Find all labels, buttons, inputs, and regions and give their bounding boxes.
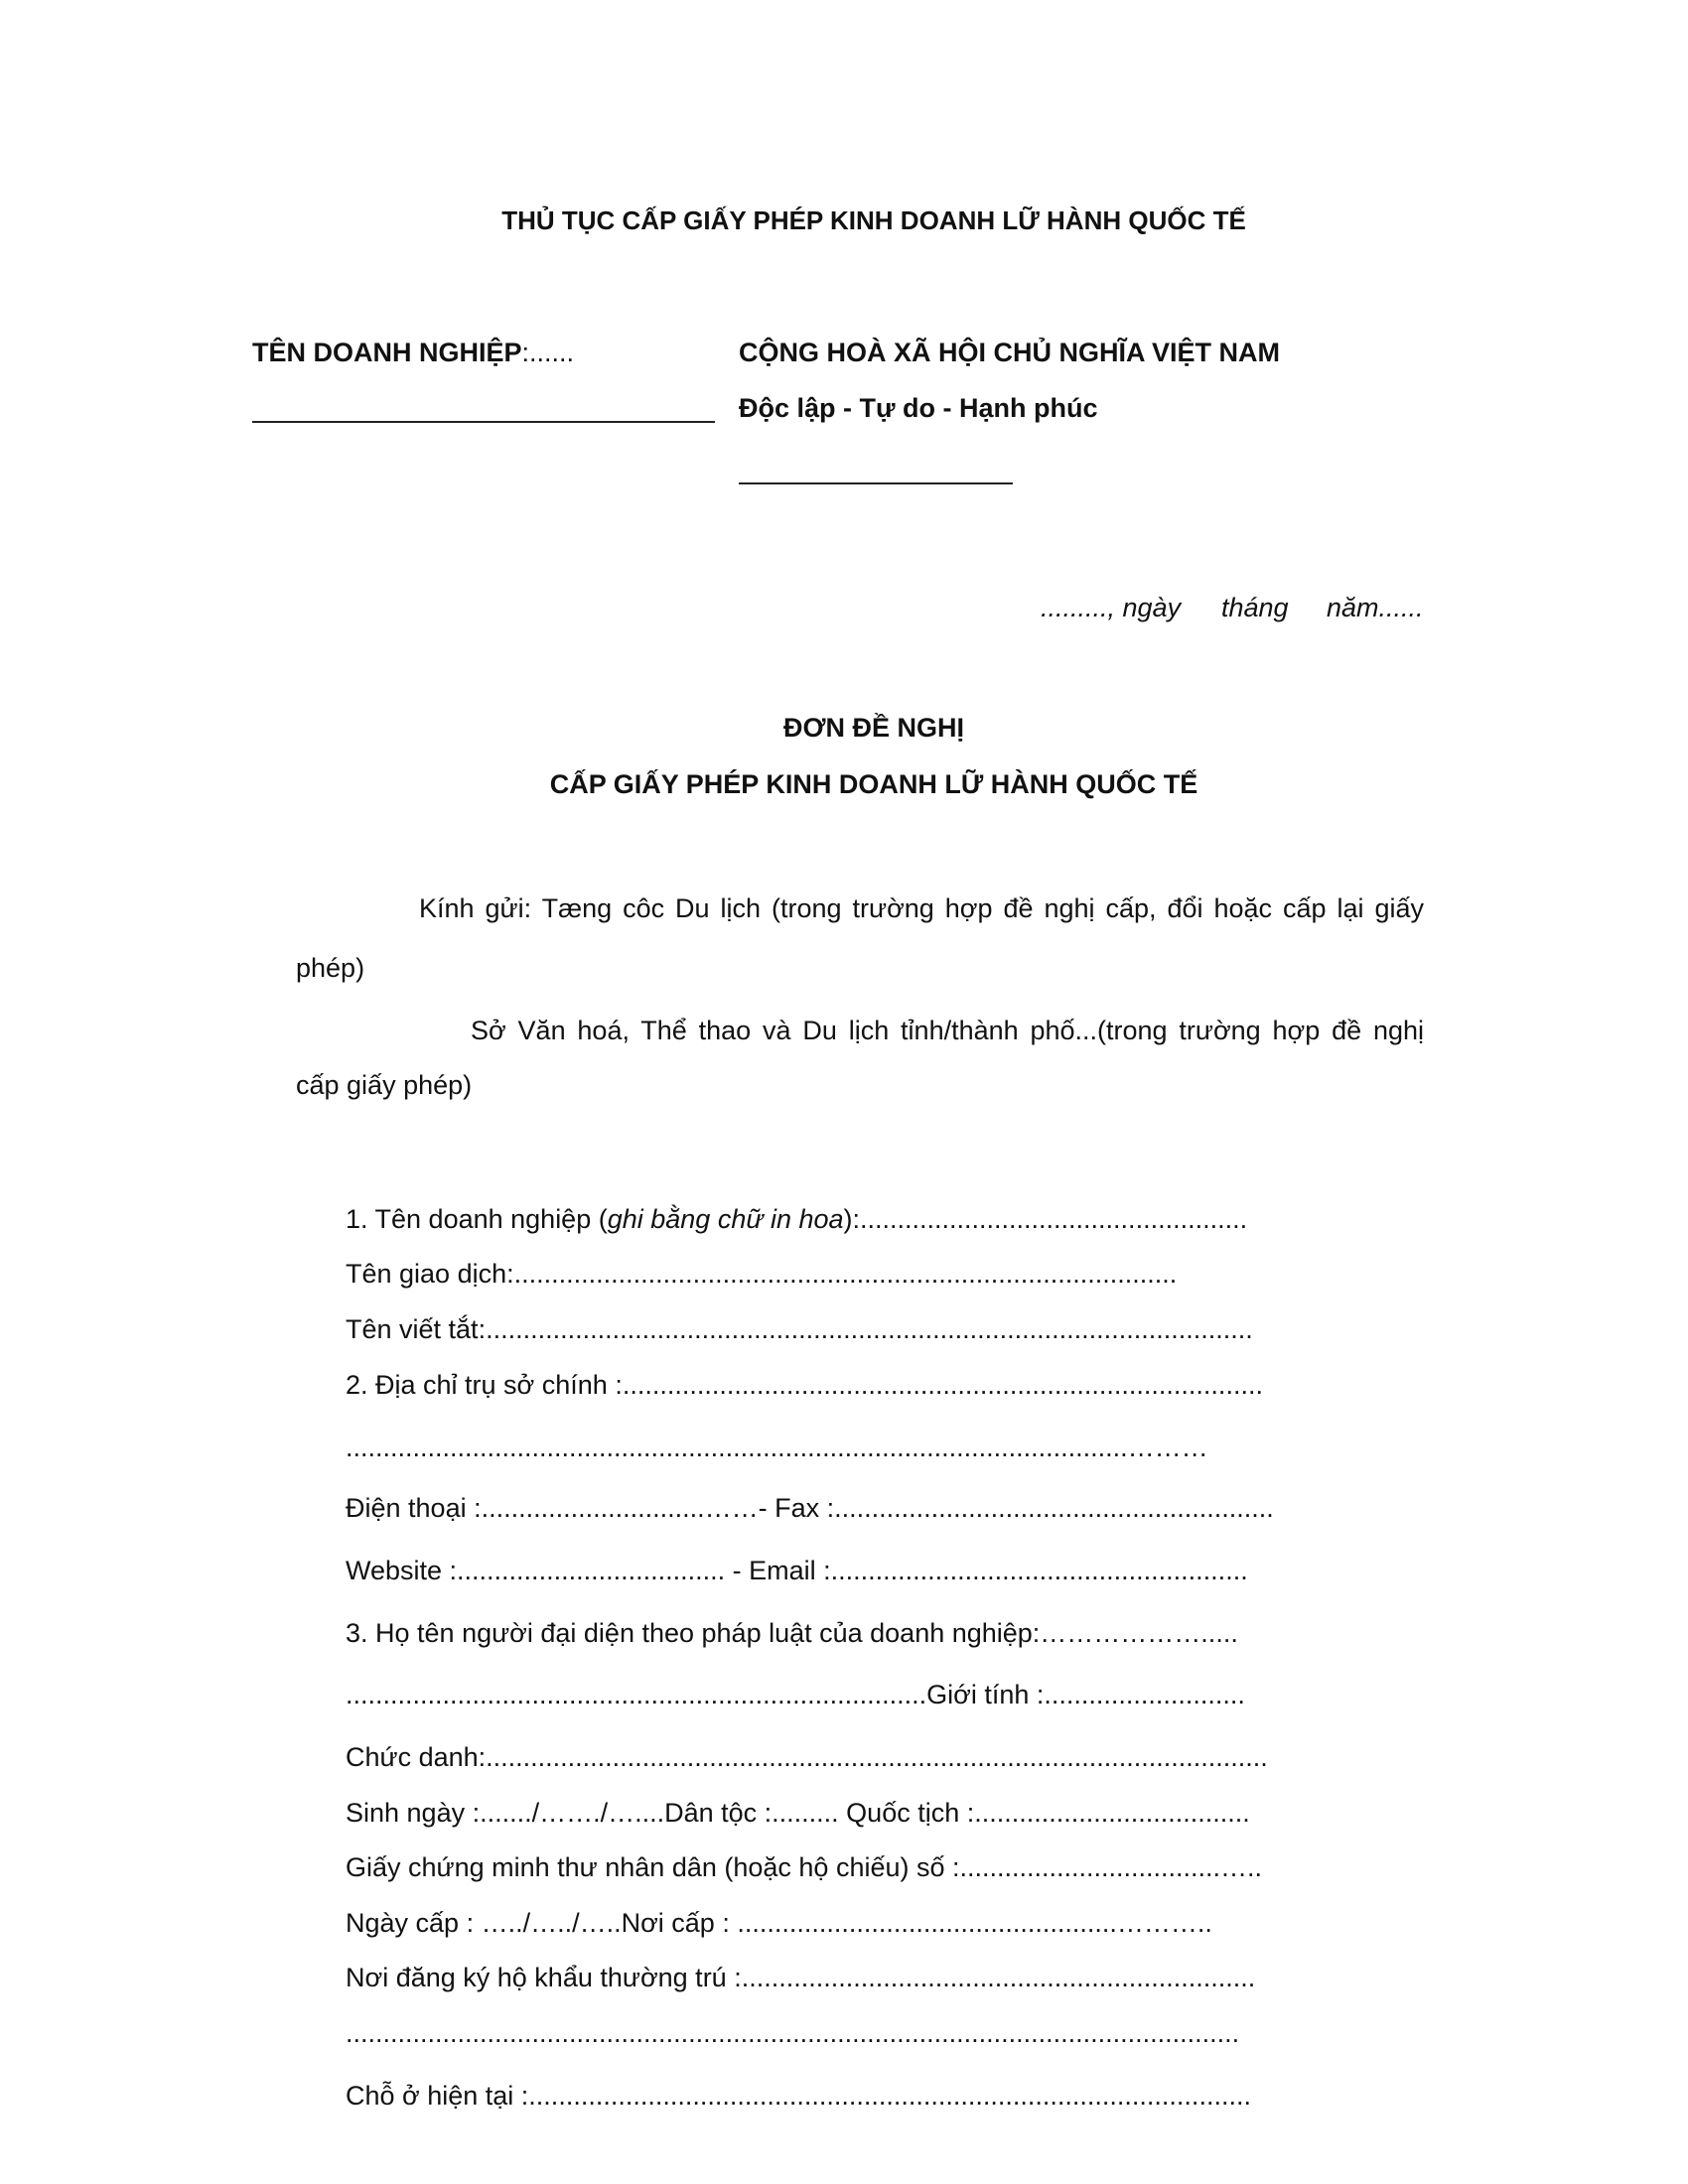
field-website-email: Website :.................................... - Email :........................................................ <box>346 1556 1248 1585</box>
field-position: Chức danh:......................................................................................................... <box>346 1742 1268 1772</box>
form-title-line1: ĐƠN ĐỀ NGHỊ <box>782 713 965 743</box>
recipient-line2-cont: cấp giấy phép) <box>296 1070 473 1100</box>
recipient-line1-cont: phép) <box>296 953 365 983</box>
date-year: năm...... <box>1327 593 1424 622</box>
field-company-name-prefix: 1. Tên doanh nghiệp ( <box>346 1204 608 1234</box>
motto-underline <box>739 482 1013 484</box>
field-birth-ethnicity-nationality: Sinh ngày :......./……./…....Dân tộc :......... Quốc tịch :..................................... <box>346 1798 1250 1828</box>
recipient-line2: Sở Văn hoá, Thể thao và Du lịch tỉnh/thành phố...(trong trường hợp đề nghị <box>471 1016 1424 1045</box>
document-title: THỦ TỤC CẤP GIẤY PHÉP KINH DOANH LỮ HÀNH QUỐC TẾ <box>501 205 1246 235</box>
field-phone-fax: Điện thoại :..............................……- Fax :........................................................... <box>346 1493 1274 1523</box>
field-issue-date-place: Ngày cấp : …../…../…..Nơi cấp : ...................................................……….. <box>346 1908 1212 1938</box>
field-short-name: Tên viết tắt:....................................................................................................... <box>346 1314 1253 1344</box>
field-permanent-residence: Nơi đăng ký hộ khẩu thường trú :..................................................................... <box>346 1963 1256 1992</box>
field-rep-gender: ..............................................................................Giới tính :........................... <box>346 1680 1245 1709</box>
field-head-office: 2. Địa chỉ trụ sở chính :...................................................................................... <box>346 1370 1263 1400</box>
field-current-residence: Chỗ ở hiện tại :................................................................................................. <box>346 2081 1251 2111</box>
republic-title: CỘNG HOÀ XÃ HỘI CHỦ NGHĨA VIỆT NAM <box>739 338 1281 367</box>
recipient-line1: Kính gửi: Tæng côc Du lịch (trong trường hợp đề nghị cấp, đổi hoặc cấp lại giấy <box>419 893 1424 923</box>
date-place-day: ........., ngày <box>1041 593 1182 622</box>
company-underline <box>252 421 715 423</box>
company-name-fill: :...... <box>521 338 575 367</box>
field-trade-name: Tên giao dịch:......................................................................................... <box>346 1259 1178 1289</box>
field-legal-representative: 3. Họ tên người đại diện theo pháp luật của doanh nghiệp:………………..... <box>346 1618 1238 1648</box>
company-name-label: TÊN DOANH NGHIỆP <box>252 338 522 367</box>
field-permanent-residence-cont: ........................................................................................................................ <box>346 2018 1240 2048</box>
field-head-office-cont: .........................................................................................................……… <box>346 1433 1208 1462</box>
field-company-name <box>346 1204 1247 1235</box>
date-month: tháng <box>1221 593 1289 622</box>
form-title-line2: CẤP GIẤY PHÉP KINH DOANH LỮ HÀNH QUỐC TẾ <box>549 769 1198 799</box>
company-name-block <box>252 338 574 368</box>
field-company-name-note: ghi bằng chữ in hoa <box>607 1204 844 1234</box>
field-company-name-fill: ):.................................................... <box>843 1204 1248 1234</box>
field-id-card: Giấy chứng minh thư nhân dân (hoặc hộ chiếu) số :...................................….. <box>346 1852 1263 1882</box>
national-motto: Độc lập - Tự do - Hạnh phúc <box>739 393 1098 423</box>
